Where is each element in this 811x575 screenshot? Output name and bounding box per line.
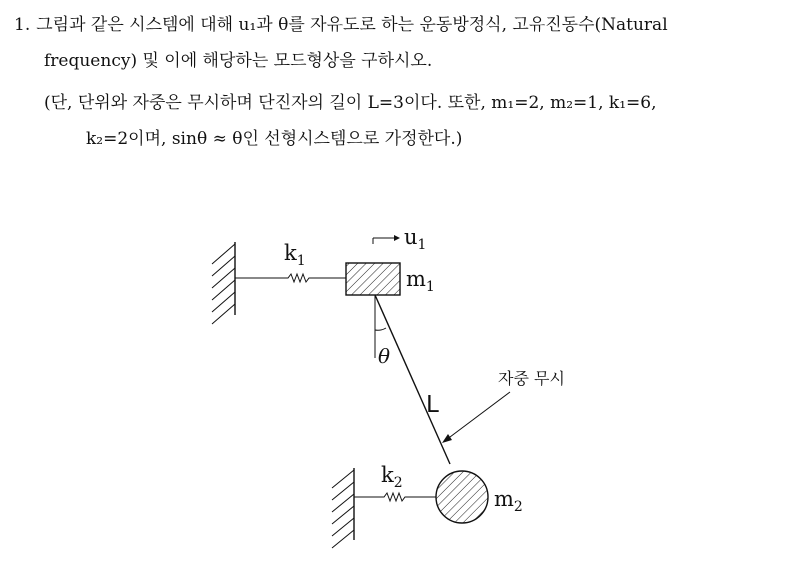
pendulum-rod bbox=[375, 295, 450, 464]
massless-arrow bbox=[446, 392, 510, 440]
mass-m1 bbox=[346, 263, 400, 295]
label-massless: 자중 무시 bbox=[498, 369, 565, 388]
u1-arrow bbox=[373, 235, 400, 244]
system-diagram bbox=[180, 220, 650, 560]
label-k2: $k_2$ bbox=[381, 463, 403, 491]
label-k1: $k_1$ bbox=[284, 241, 306, 269]
spring-k2 bbox=[354, 493, 436, 501]
condition-line-2: k₂=2이며, sinθ ≈ θ인 선형시스템으로 가정한다.) bbox=[86, 129, 463, 149]
problem-number: 1. bbox=[14, 15, 31, 35]
theta-arc bbox=[375, 328, 386, 330]
spring-k1 bbox=[235, 274, 346, 282]
label-L: L bbox=[426, 392, 439, 418]
mass-m2 bbox=[436, 471, 488, 523]
condition-line-1: (단, 단위와 자중은 무시하며 단진자의 길이 L=3이다. 또한, m₁=2, m₂=1, k₁=6, bbox=[44, 93, 657, 113]
problem-text-line-1: 그림과 같은 시스템에 대해 u₁과 θ를 자유도로 하는 운동방정식, 고유진동수(Natural bbox=[36, 15, 668, 35]
label-u1: $u_1$ bbox=[404, 225, 427, 253]
upper-wall bbox=[212, 242, 235, 324]
massless-arrowhead bbox=[442, 434, 452, 443]
problem-line-1 bbox=[14, 14, 668, 36]
lower-wall bbox=[332, 468, 354, 548]
label-theta: θ bbox=[378, 344, 391, 368]
label-m1: $m_1$ bbox=[406, 267, 435, 295]
problem-line-2: frequency) 및 이에 해당하는 모드형상을 구하시오. bbox=[44, 51, 433, 71]
label-m2: $m_2$ bbox=[494, 487, 523, 515]
